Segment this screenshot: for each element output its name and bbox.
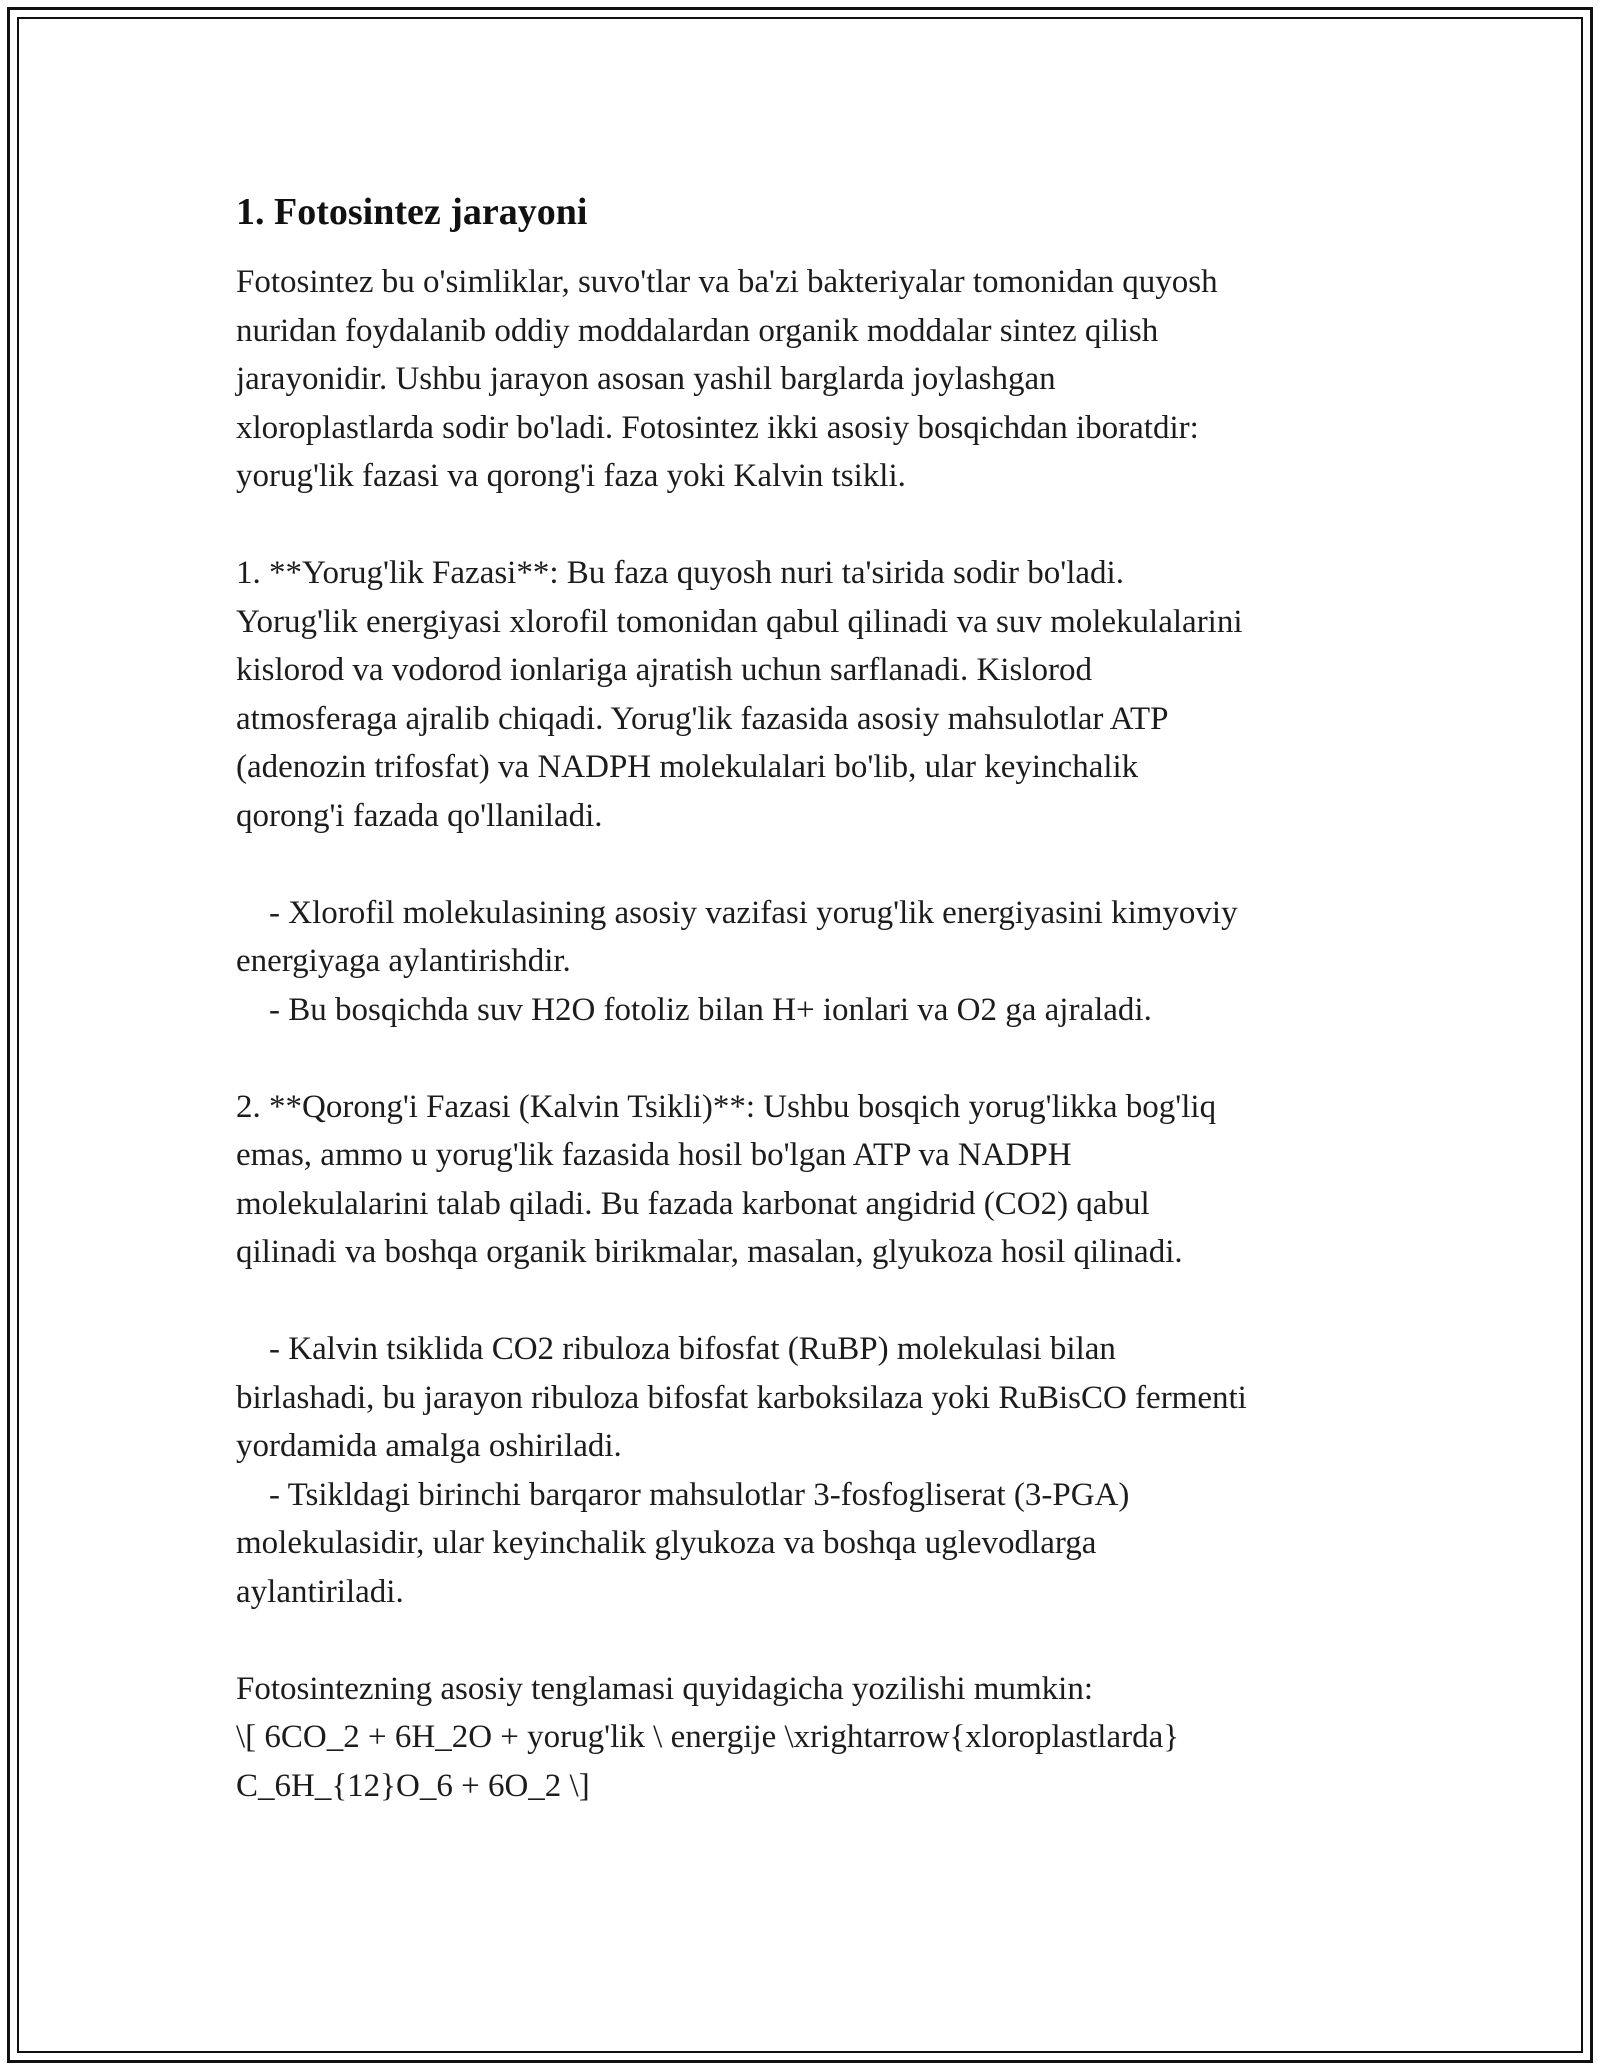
light-phase-bullets: - Xlorofil molekulasining asosiy vazifasi yorug'lik energiyasini kimyoviy energiyaga aylantirishdir. - Bu bosqichda suv H2O fotoliz bilan H+ ionlari va O2 ga ajraladi. — [236, 894, 1238, 1028]
paragraph-spacer — [236, 1277, 1376, 1326]
paragraph-spacer — [236, 501, 1376, 550]
calvin-cycle-bullets: - Kalvin tsiklida CO2 ribuloza bifosfat (RuBP) molekulasi bilan birlashadi, bu jarayon ribuloza bifosfat karboksilaza yoki RuBisCO fermenti yordamida amalga oshiriladi. - Tsikldagi birinchi barqaror mahsulotlar 3-fosfogliserat (3-PGA) molekulasidir, ular keyinchalik glyukoza va boshqa uglevodlarga aylantiriladi. — [236, 1331, 1247, 1610]
equation-paragraph: Fotosintezning asosiy tenglamasi quyidagicha yozilishi mumkin: \[ 6CO_2 + 6H_2O + yorug'lik \ energije \xrightarrow{xloroplastlarda} C_6H_{12}O_6 + 6O_2 \] — [236, 1670, 1180, 1804]
section-heading: 1. Fotosintez jarayoni — [236, 191, 588, 233]
document-body — [236, 180, 1376, 1810]
paragraph-spacer — [236, 1616, 1376, 1665]
paragraph-spacer — [236, 1034, 1376, 1083]
intro-paragraph: Fotosintez bu o'simliklar, suvo'tlar va ba'zi bakteriyalar tomonidan quyosh nuridan foydalanib oddiy moddalardan organik moddalar sintez qilish jarayonidir. Ushbu jarayon asosan yashil barglarda joylashgan xloroplastlarda sodir bo'ladi. Fotosintez ikki asosiy bosqichdan iboratdir: yorug'lik fazasi va qorong'i faza yoki Kalvin tsikli. — [236, 264, 1218, 494]
light-phase-paragraph: 1. **Yorug'lik Fazasi**: Bu faza quyosh nuri ta'sirida sodir bo'ladi. Yorug'lik energiyasi xlorofil tomonidan qabul qilinadi va suv molekulalarini kislorod va vodorod ionlariga ajratish uchun sarflanadi. Kislorod atmosferaga ajralib chiqadi. Yorug'lik fazasida asosiy mahsulotlar ATP (adenozin trifosfat) va NADPH molekulalari bo'lib, ular keyinchalik qorong'i fazada qo'llaniladi. — [236, 555, 1243, 834]
dark-phase-paragraph: 2. **Qorong'i Fazasi (Kalvin Tsikli)**: Ushbu bosqich yorug'likka bog'liq emas, ammo u yorug'lik fazasida hosil bo'lgan ATP va NADPH molekulalarini talab qiladi. Bu fazada karbonat angidrid (CO2) qabul qilinadi va boshqa organik birikmalar, masalan, glyukoza hosil qilinadi. — [236, 1088, 1217, 1270]
paragraph-spacer — [236, 840, 1376, 889]
